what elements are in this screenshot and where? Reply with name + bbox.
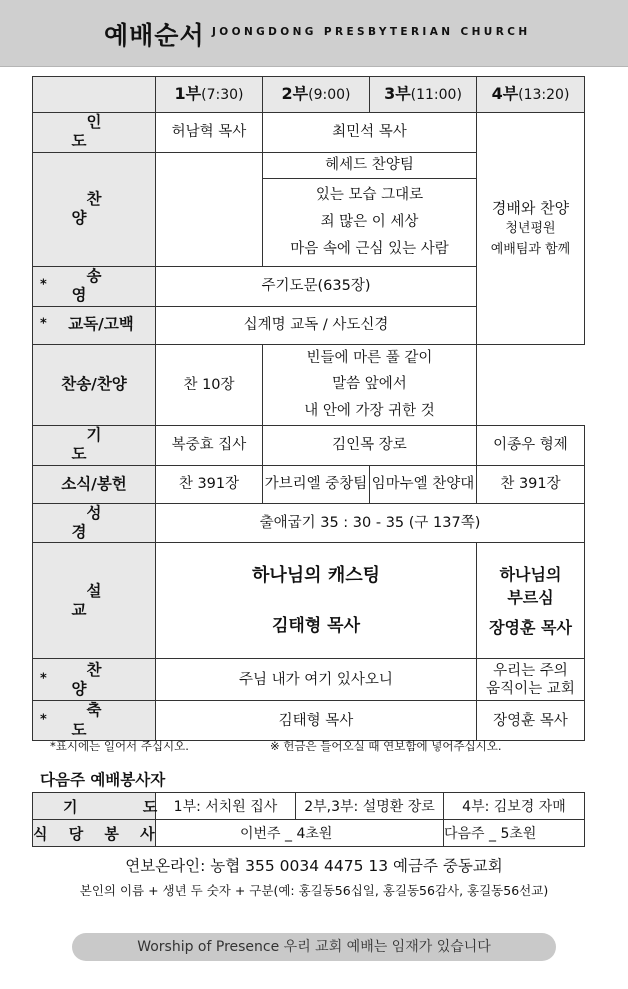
benediction-value: 김태형 목사 <box>156 701 477 741</box>
scripture-value: 출애굽기 35 : 30 - 35 (구 137쪽) <box>156 503 585 543</box>
next-prayer-4: 4부: 김보경 자매 <box>444 793 585 820</box>
service-4-praise <box>477 113 585 345</box>
praise-s1-blank <box>156 152 263 266</box>
sermon-s123 <box>156 543 477 659</box>
benediction-label <box>33 701 156 741</box>
service-3-header <box>370 77 477 113</box>
leader-row <box>33 113 585 153</box>
church-name: JOONGDONG PRESBYTERIAN CHURCH <box>212 26 531 38</box>
service-time: (13:20) <box>518 87 570 104</box>
benediction-s4: 장영훈 목사 <box>477 701 585 741</box>
closing-hymn-value: 주님 내가 여기 있사오니 <box>156 659 477 701</box>
prayer-label <box>33 425 156 465</box>
next-prayer-23: 2부,3부: 설명환 장로 <box>296 793 444 820</box>
header-corner <box>33 77 156 113</box>
kitchen-label <box>33 820 163 847</box>
label-text: 교독/고백 <box>68 315 134 334</box>
sermon-title: 하나님의 캐스팅 <box>252 565 380 587</box>
praise-song: 있는 모습 그대로 <box>315 187 424 204</box>
service-num: 4부 <box>491 84 519 104</box>
closing-s4-line2: 움직이는 교회 <box>486 680 575 697</box>
praise-songs <box>263 178 477 266</box>
stand-marker: * <box>40 316 47 332</box>
praise-team: 헤세드 찬양팀 <box>263 152 477 178</box>
next-prayer-row <box>33 793 585 820</box>
page-title: 예배순서 <box>104 21 205 50</box>
label-text: 인 도 <box>71 113 132 151</box>
s4-praise-line1: 경배와 찬양 <box>491 198 570 217</box>
offering-s2: 가브리엘 중창팀 <box>263 465 370 503</box>
service-4-header <box>477 77 585 113</box>
prayer-s1: 복중효 집사 <box>156 425 263 465</box>
worship-banner: Worship of Presence 우리 교회 예배는 임재가 있습니다 <box>72 933 556 961</box>
service-header-row <box>33 77 585 113</box>
offering-label: 소식/봉헌 <box>33 465 156 503</box>
label-text: 설 교 <box>71 581 132 619</box>
hymn-songs <box>263 344 477 425</box>
stand-note: *표시에는 일어서 주십시오. <box>50 739 189 753</box>
closing-hymn-s4 <box>477 659 585 701</box>
online-offering-account: 연보온라인: 농협 355 0034 4475 13 예금주 중동교회 <box>125 857 503 875</box>
service-time: (9:00) <box>308 87 351 104</box>
s4-praise-line3: 예배팀과 함께 <box>490 241 571 257</box>
online-offering-note: 본인의 이름 + 생년 두 숫자 + 구분(예: 홍길동56십일, 홍길동56감사, 홍길동56선교) <box>79 883 549 898</box>
sermon-s4-preacher: 장영훈 목사 <box>489 617 572 637</box>
hymn-row <box>33 344 585 425</box>
confession-value: 십계명 교독 / 사도신경 <box>156 306 477 344</box>
stand-marker: * <box>40 712 47 728</box>
kitchen-row <box>33 820 585 847</box>
service-num: 2부 <box>281 84 309 104</box>
stand-marker: * <box>40 277 47 293</box>
leader-s1: 허남혁 목사 <box>156 113 263 153</box>
closing-s4-line1: 우리는 주의 <box>493 662 568 679</box>
confession-label <box>33 306 156 344</box>
hymn-song: 말씀 앞에서 <box>332 376 407 393</box>
hymn-song: 내 안에 가장 귀한 것 <box>304 403 435 420</box>
offering-row <box>33 465 585 503</box>
opening-hymn-label <box>33 266 156 306</box>
offering-s3: 임마누엘 찬양대 <box>370 465 477 503</box>
next-week-title: 다음주 예배봉사자 <box>40 771 166 789</box>
label-text: 성 경 <box>71 503 132 542</box>
worship-order-table <box>32 76 585 741</box>
next-week-table <box>32 792 585 847</box>
page-header <box>0 0 628 67</box>
prayer-row <box>33 425 585 465</box>
next-prayer-label <box>33 793 188 820</box>
service-1-header <box>156 77 263 113</box>
praise-song: 죄 많은 이 세상 <box>320 213 419 230</box>
service-2-header <box>263 77 370 113</box>
closing-hymn-row <box>33 659 585 701</box>
kitchen-this-week: 이번주 _ 4초원 <box>156 820 444 847</box>
sermon-preacher: 김태형 목사 <box>271 615 361 636</box>
s4-praise-line2: 청년평원 <box>505 221 556 237</box>
hymn-song: 빈들에 마른 풀 같이 <box>306 349 433 366</box>
service-num: 3부 <box>384 84 411 104</box>
hymn-label: 찬송/찬양 <box>33 344 156 425</box>
label-text: 식 당 봉 사 <box>33 824 163 843</box>
offering-s1: 찬 391장 <box>156 465 263 503</box>
service-num: 1부 <box>174 84 202 104</box>
praise-label <box>33 152 156 266</box>
service-time: (7:30) <box>201 87 244 104</box>
hymn-s1: 찬 10장 <box>156 344 263 425</box>
sermon-label <box>33 543 156 659</box>
sermon-s4-title-line1: 하나님의 <box>499 565 562 585</box>
closing-hymn-label <box>33 659 156 701</box>
label-text: 기 도 <box>71 425 132 464</box>
sermon-row <box>33 543 585 659</box>
label-text: 기 도 <box>63 797 188 816</box>
prayer-s23: 김인목 장로 <box>263 425 477 465</box>
next-prayer-1: 1부: 서치원 집사 <box>156 793 296 820</box>
service-time: (11:00) <box>410 87 462 104</box>
offering-s4: 찬 391장 <box>477 465 585 503</box>
offering-note: ※ 헌금은 들어오실 때 연보함에 넣어주십시오. <box>270 739 502 753</box>
stand-marker: * <box>40 671 47 687</box>
label-text: 송 영 <box>71 266 132 305</box>
leader-s23: 최민석 목사 <box>263 113 477 153</box>
scripture-row <box>33 503 585 543</box>
praise-song: 마음 속에 근심 있는 사람 <box>290 240 449 257</box>
opening-hymn-value: 주기도문(635장) <box>156 266 477 306</box>
scripture-label <box>33 503 156 543</box>
kitchen-next-week: 다음주 _ 5초원 <box>444 820 585 847</box>
label-text: 찬 양 <box>71 660 132 698</box>
leader-label <box>33 113 156 153</box>
sermon-s4-title-line2: 부르심 <box>507 588 554 608</box>
label-text: 축 도 <box>71 701 132 739</box>
sermon-s4 <box>477 543 585 659</box>
label-text: 찬 양 <box>71 189 132 228</box>
benediction-row <box>33 701 585 741</box>
prayer-s4: 이종우 형제 <box>477 425 585 465</box>
